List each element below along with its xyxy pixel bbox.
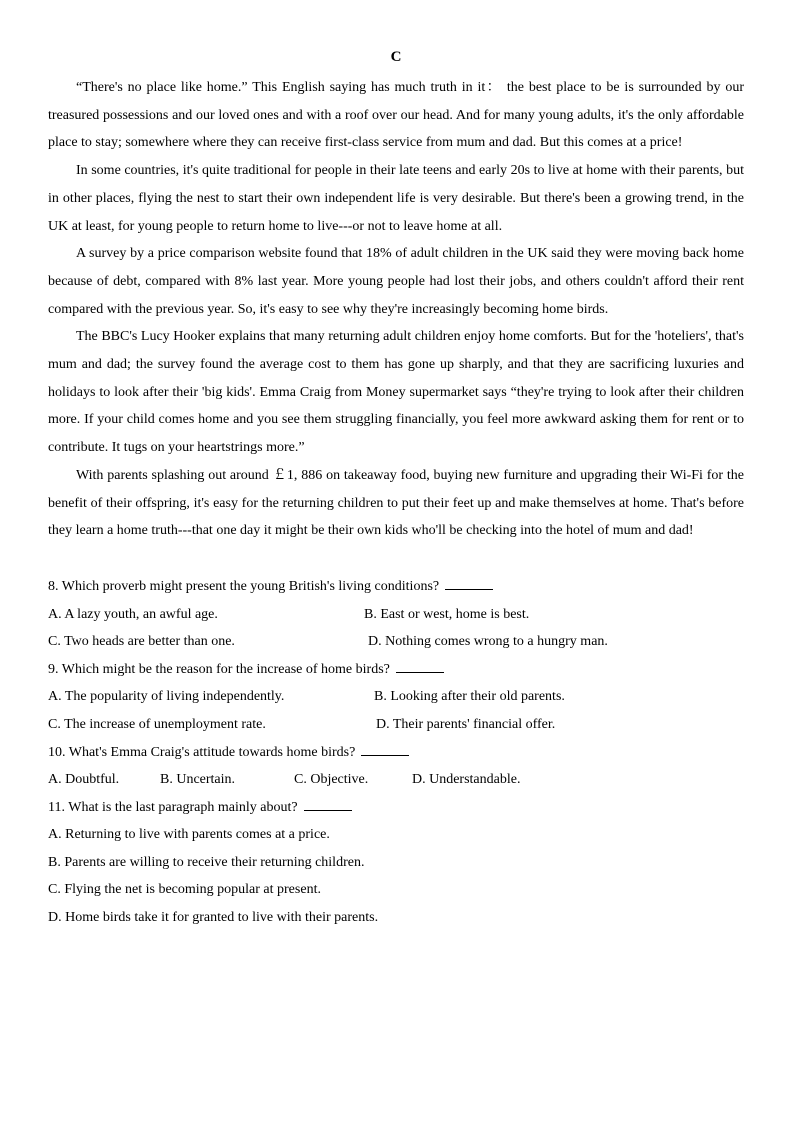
question-10-stem: 10. What's Emma Craig's attitude towards home birds? <box>48 744 356 760</box>
option-11a-row <box>48 821 744 849</box>
answer-blank-10[interactable] <box>361 743 409 756</box>
question-11-stem: 11. What is the last paragraph mainly about? <box>48 799 298 815</box>
option-11a[interactable]: A. Returning to live with parents comes at a price. <box>48 827 330 843</box>
question-8-stem: 8. Which proverb might present the young British's living conditions? <box>48 578 440 594</box>
option-11b-row <box>48 849 744 877</box>
passage-title: C <box>390 49 402 65</box>
option-9d[interactable]: D. Their parents' financial offer. <box>376 716 556 732</box>
option-11d[interactable]: D. Home birds take it for granted to live with their parents. <box>48 910 379 926</box>
option-11c-row <box>48 876 744 904</box>
question-10 <box>48 739 744 767</box>
option-10b[interactable]: B. Uncertain. <box>160 772 236 788</box>
option-8b[interactable]: B. East or west, home is best. <box>364 606 530 622</box>
option-10c[interactable]: C. Objective. <box>294 772 369 788</box>
paragraph-5: With parents splashing out around ￡1, 886 on takeaway food, buying new furniture and upgrading their Wi-Fi for the benefit of their offspring, it's easy for the returning children to put their feet up and make themselves at home. That's before they learn a home truth---that one day it might be their own kids who'll be checking into the hotel of mum and dad! <box>48 467 744 539</box>
option-8c[interactable]: C. Two heads are better than one. <box>48 634 235 650</box>
answer-blank-11[interactable] <box>304 798 352 811</box>
paragraph-3: A survey by a price comparison website found that 18% of adult children in the UK said they were moving back home because of debt, compared with 8% last year. More young people had lost their jobs, and others couldn't afford their rent compared with the previous year. So, it's easy to see why they're increasingly becoming home birds. <box>48 246 744 317</box>
option-9a[interactable]: A. The popularity of living independently. <box>48 689 285 705</box>
question-8 <box>48 573 744 601</box>
paragraph-2: In some countries, it's quite traditional for people in their late teens and early 20s to live at home with their parents, but in other places, flying the nest to start their own independent life is very desirable. But there's been a growing trend, in the UK at least, for young people to return home to live---or not to leave home at all. <box>48 163 744 234</box>
section-gap <box>48 545 744 573</box>
option-8d[interactable]: D. Nothing comes wrong to a hungry man. <box>368 634 608 650</box>
option-10d[interactable]: D. Understandable. <box>412 772 521 788</box>
paragraph-1: “There's no place like home.” This English saying has much truth in it： the best place to be is surrounded by our treasured possessions and our loved ones and with a roof over our head. And for many young adults, it's the only affordable place to stay; somewhere where they can receive first-class service from mum and dad. But this comes at a price! <box>48 80 744 151</box>
option-11d-row <box>48 904 744 932</box>
question-8-options-row-1 <box>48 601 744 629</box>
option-11c[interactable]: C. Flying the net is becoming popular at present. <box>48 882 321 898</box>
document-page <box>48 46 744 932</box>
question-9-options-row-2 <box>48 711 744 739</box>
option-11b[interactable]: B. Parents are willing to receive their returning children. <box>48 854 365 870</box>
question-9 <box>48 656 744 684</box>
question-9-options-row-1 <box>48 683 744 711</box>
option-9c[interactable]: C. The increase of unemployment rate. <box>48 716 266 732</box>
answer-blank-8[interactable] <box>445 577 493 590</box>
question-11 <box>48 794 744 822</box>
question-10-options-row <box>48 766 744 794</box>
question-8-options-row-2 <box>48 628 744 656</box>
paragraph-4: The BBC's Lucy Hooker explains that many returning adult children enjoy home comforts. But for the 'hoteliers', that's mum and dad; the survey found the average cost to them has gone up sharply, and that they are sacrificing luxuries and holidays to look after their 'big kids'. Emma Craig from Money supermarket says “they're trying to look after their children more. If your child comes home and you see them struggling financially, you feel more awkward asking them for rent or to contribute. It tugs on your heartstrings more.” <box>48 329 744 456</box>
answer-blank-9[interactable] <box>396 660 444 673</box>
option-10a[interactable]: A. Doubtful. <box>48 772 120 788</box>
question-9-stem: 9. Which might be the reason for the increase of home birds? <box>48 661 390 677</box>
option-8a[interactable]: A. A lazy youth, an awful age. <box>48 606 218 622</box>
option-9b[interactable]: B. Looking after their old parents. <box>374 689 565 705</box>
